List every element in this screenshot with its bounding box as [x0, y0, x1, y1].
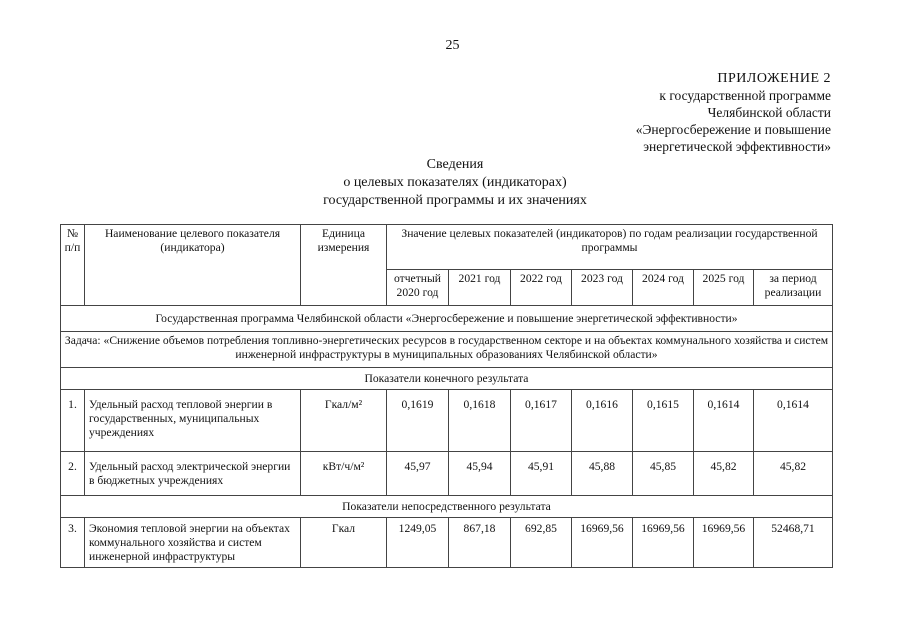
row-value: 692,85 [511, 518, 572, 568]
document-heading [260, 156, 650, 210]
row-value: 867,18 [449, 518, 511, 568]
row-value: 0,1615 [633, 390, 694, 452]
row-name: Удельный расход электрической энергии в бюджетных учреждениях [85, 452, 301, 496]
header-year: за период реализации [754, 270, 833, 306]
row-num: 2. [61, 452, 85, 496]
row-value: 1249,05 [387, 518, 449, 568]
row-value: 45,91 [511, 452, 572, 496]
row-unit: Гкал/м² [301, 390, 387, 452]
appendix-line: Челябинской области [707, 105, 831, 120]
task-row: Задача: «Снижение объемов потребления топливно-энергетических ресурсов в государственном секторе и на объектах коммунального хозяйства и систем инженерной инфраструктуры в муниципальных образованиях Челябинской области» [61, 332, 833, 368]
row-unit: кВт/ч/м² [301, 452, 387, 496]
row-value: 0,1619 [387, 390, 449, 452]
appendix-line: «Энергосбережение и повышение [635, 122, 831, 137]
header-values-group: Значение целевых показателей (индикаторов) по годам реализации государственной программы [387, 225, 833, 270]
heading-line: о целевых показателях (индикаторах) [343, 175, 567, 190]
header-year: 2021 год [449, 270, 511, 306]
header-num: № п/п [61, 225, 85, 306]
header-year: 2024 год [633, 270, 694, 306]
row-value: 45,82 [694, 452, 754, 496]
row-num: 1. [61, 390, 85, 452]
header-year: 2025 год [694, 270, 754, 306]
indicators-table [60, 224, 833, 568]
header-year: 2023 год [572, 270, 633, 306]
header-year: отчетный 2020 год [387, 270, 449, 306]
table-row [61, 390, 833, 452]
row-value: 16969,56 [572, 518, 633, 568]
row-value: 0,1618 [449, 390, 511, 452]
row-name: Экономия тепловой энергии на объектах коммунального хозяйства и систем инженерной инфраструктуры [85, 518, 301, 568]
header-name: Наименование целевого показателя (индикатора) [85, 225, 301, 306]
table-row [61, 452, 833, 496]
heading-line: государственной программы и их значениях [323, 193, 587, 208]
row-value: 0,1616 [572, 390, 633, 452]
heading-line: Сведения [426, 157, 484, 172]
appendix-title: ПРИЛОЖЕНИЕ 2 [717, 71, 831, 86]
appendix-line: энергетической эффективности» [643, 139, 831, 154]
appendix-block [531, 70, 831, 155]
program-row: Государственная программа Челябинской области «Энергосбережение и повышение энергетической эффективности» [61, 306, 833, 332]
row-value: 45,82 [754, 452, 833, 496]
row-name: Удельный расход тепловой энергии в государственных, муниципальных учреждениях [85, 390, 301, 452]
row-num: 3. [61, 518, 85, 568]
row-value: 52468,71 [754, 518, 833, 568]
row-value: 45,94 [449, 452, 511, 496]
row-value: 45,97 [387, 452, 449, 496]
header-unit: Единица измерения [301, 225, 387, 306]
row-value: 0,1614 [694, 390, 754, 452]
header-year: 2022 год [511, 270, 572, 306]
row-value: 16969,56 [633, 518, 694, 568]
page-number: 25 [445, 38, 460, 53]
row-value: 0,1614 [754, 390, 833, 452]
section-final: Показатели конечного результата [61, 368, 833, 390]
row-unit: Гкал [301, 518, 387, 568]
row-value: 0,1617 [511, 390, 572, 452]
section-direct: Показатели непосредственного результата [61, 496, 833, 518]
table-row [61, 518, 833, 568]
appendix-line: к государственной программе [659, 88, 831, 103]
row-value: 16969,56 [694, 518, 754, 568]
row-value: 45,85 [633, 452, 694, 496]
row-value: 45,88 [572, 452, 633, 496]
